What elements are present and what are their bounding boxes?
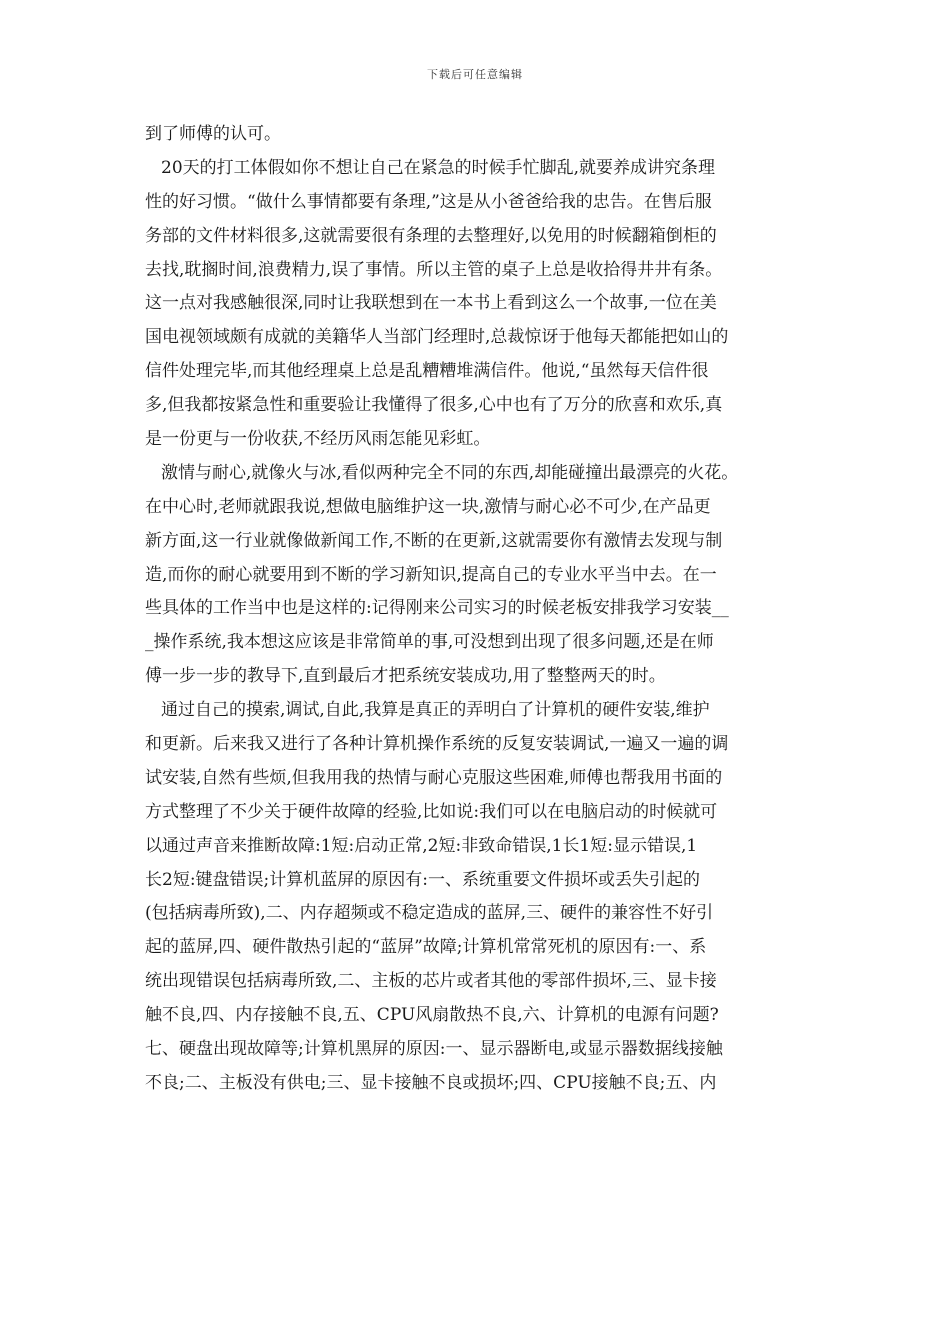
text-line: 是一份更与一份收获,不经历风雨怎能见彩虹。: [145, 429, 491, 450]
text-line: 国电视领域颇有成就的美籍华人当部门经理时,总裁惊讶于他每天都能把如山的: [145, 327, 729, 348]
text-line: 去找,耽搁时间,浪费精力,误了事情。所以主管的桌子上总是收拾得井井有条。: [145, 259, 723, 280]
text-line: 触不良,四、内存接触不良,五、CPU风扇散热不良,六、计算机的电源有问题?: [145, 1005, 719, 1026]
text-line: 多,但我都按紧急性和重要验让我懂得了很多,心中也有了万分的欣喜和欢乐,真: [145, 395, 723, 416]
text-line: 通过自己的摸索,调试,自此,我算是真正的弄明白了计算机的硬件安装,维护: [161, 700, 710, 721]
text-line: 性的好习惯。“做什么事情都要有条理,”这是从小爸爸给我的忠告。在售后服: [145, 191, 712, 212]
text-line: 傅一步一步的教导下,直到最后才把系统安装成功,用了整整两天的时。: [145, 666, 666, 687]
text-line: 些具体的工作当中也是这样的:记得刚来公司实习的时候老板安排我学习安装__: [145, 598, 729, 619]
text-line: 起的蓝屏,四、硬件散热引起的“蓝屏”故障;计算机常常死机的原因有:一、系: [145, 937, 707, 958]
text-line: 造,而你的耐心就要用到不断的学习新知识,提高自己的专业水平当中去。在一: [145, 564, 717, 585]
text-line: 和更新。后来我又进行了各种计算机操作系统的反复安装调试,一遍又一遍的调: [145, 734, 729, 755]
text-line: 20天的打工体假如你不想让自己在紧急的时候手忙脚乱,就要养成讲究条理: [161, 157, 716, 178]
text-line: 在中心时,老师就跟我说,想做电脑维护这一块,激情与耐心必不可少,在产品更: [145, 496, 711, 517]
text-line: 激情与耐心,就像火与冰,看似两种完全不同的东西,却能碰撞出最漂亮的火花。: [161, 462, 739, 483]
text-line: 信件处理完毕,而其他经理桌上总是乱糟糟堆满信件。他说,“虽然每天信件很: [145, 361, 709, 382]
text-line: 新方面,这一行业就像做新闻工作,不断的在更新,这就需要你有激情去发现与制: [145, 530, 723, 551]
page-header: 下载后可任意编辑: [427, 68, 523, 81]
text-line: 试安装,自然有些烦,但我用我的热情与耐心克服这些困难,师傅也帮我用书面的: [145, 767, 723, 788]
text-line: 以通过声音来推断故障:1短:启动正常,2短:非致命错误,1长1短:显示错误,1: [145, 835, 698, 856]
text-line: 这一点对我感触很深,同时让我联想到在一本书上看到这么一个故事,一位在美: [145, 293, 717, 314]
text-line: (包括病毒所致),二、内存超频或不稳定造成的蓝屏,三、硬件的兼容性不好引: [145, 903, 714, 924]
text-line: 七、硬盘出现故障等;计算机黑屏的原因:一、显示器断电,或显示器数据线接触: [145, 1039, 723, 1060]
text-line: _操作系统,我本想这应该是非常简单的事,可没想到出现了很多问题,还是在师: [145, 632, 714, 653]
text-line: 统出现错误包括病毒所致,二、主板的芯片或者其他的零部件损坏,三、显卡接: [145, 971, 717, 992]
text-line: 务部的文件材料很多,这就需要很有条理的去整理好,以免用的时候翻箱倒柜的: [145, 225, 717, 246]
text-line: 长2短:键盘错误;计算机蓝屏的原因有:一、系统重要文件损坏或丢失引起的: [145, 869, 700, 890]
body-text: [145, 118, 813, 1101]
text-line: 到了师傅的认可。: [145, 124, 281, 144]
text-line: 方式整理了不少关于硬件故障的经验,比如说:我们可以在电脑启动的时候就可: [145, 801, 718, 822]
text-line: 不良;二、主板没有供电;三、显卡接触不良或损坏;四、CPU接触不良;五、内: [145, 1072, 717, 1093]
